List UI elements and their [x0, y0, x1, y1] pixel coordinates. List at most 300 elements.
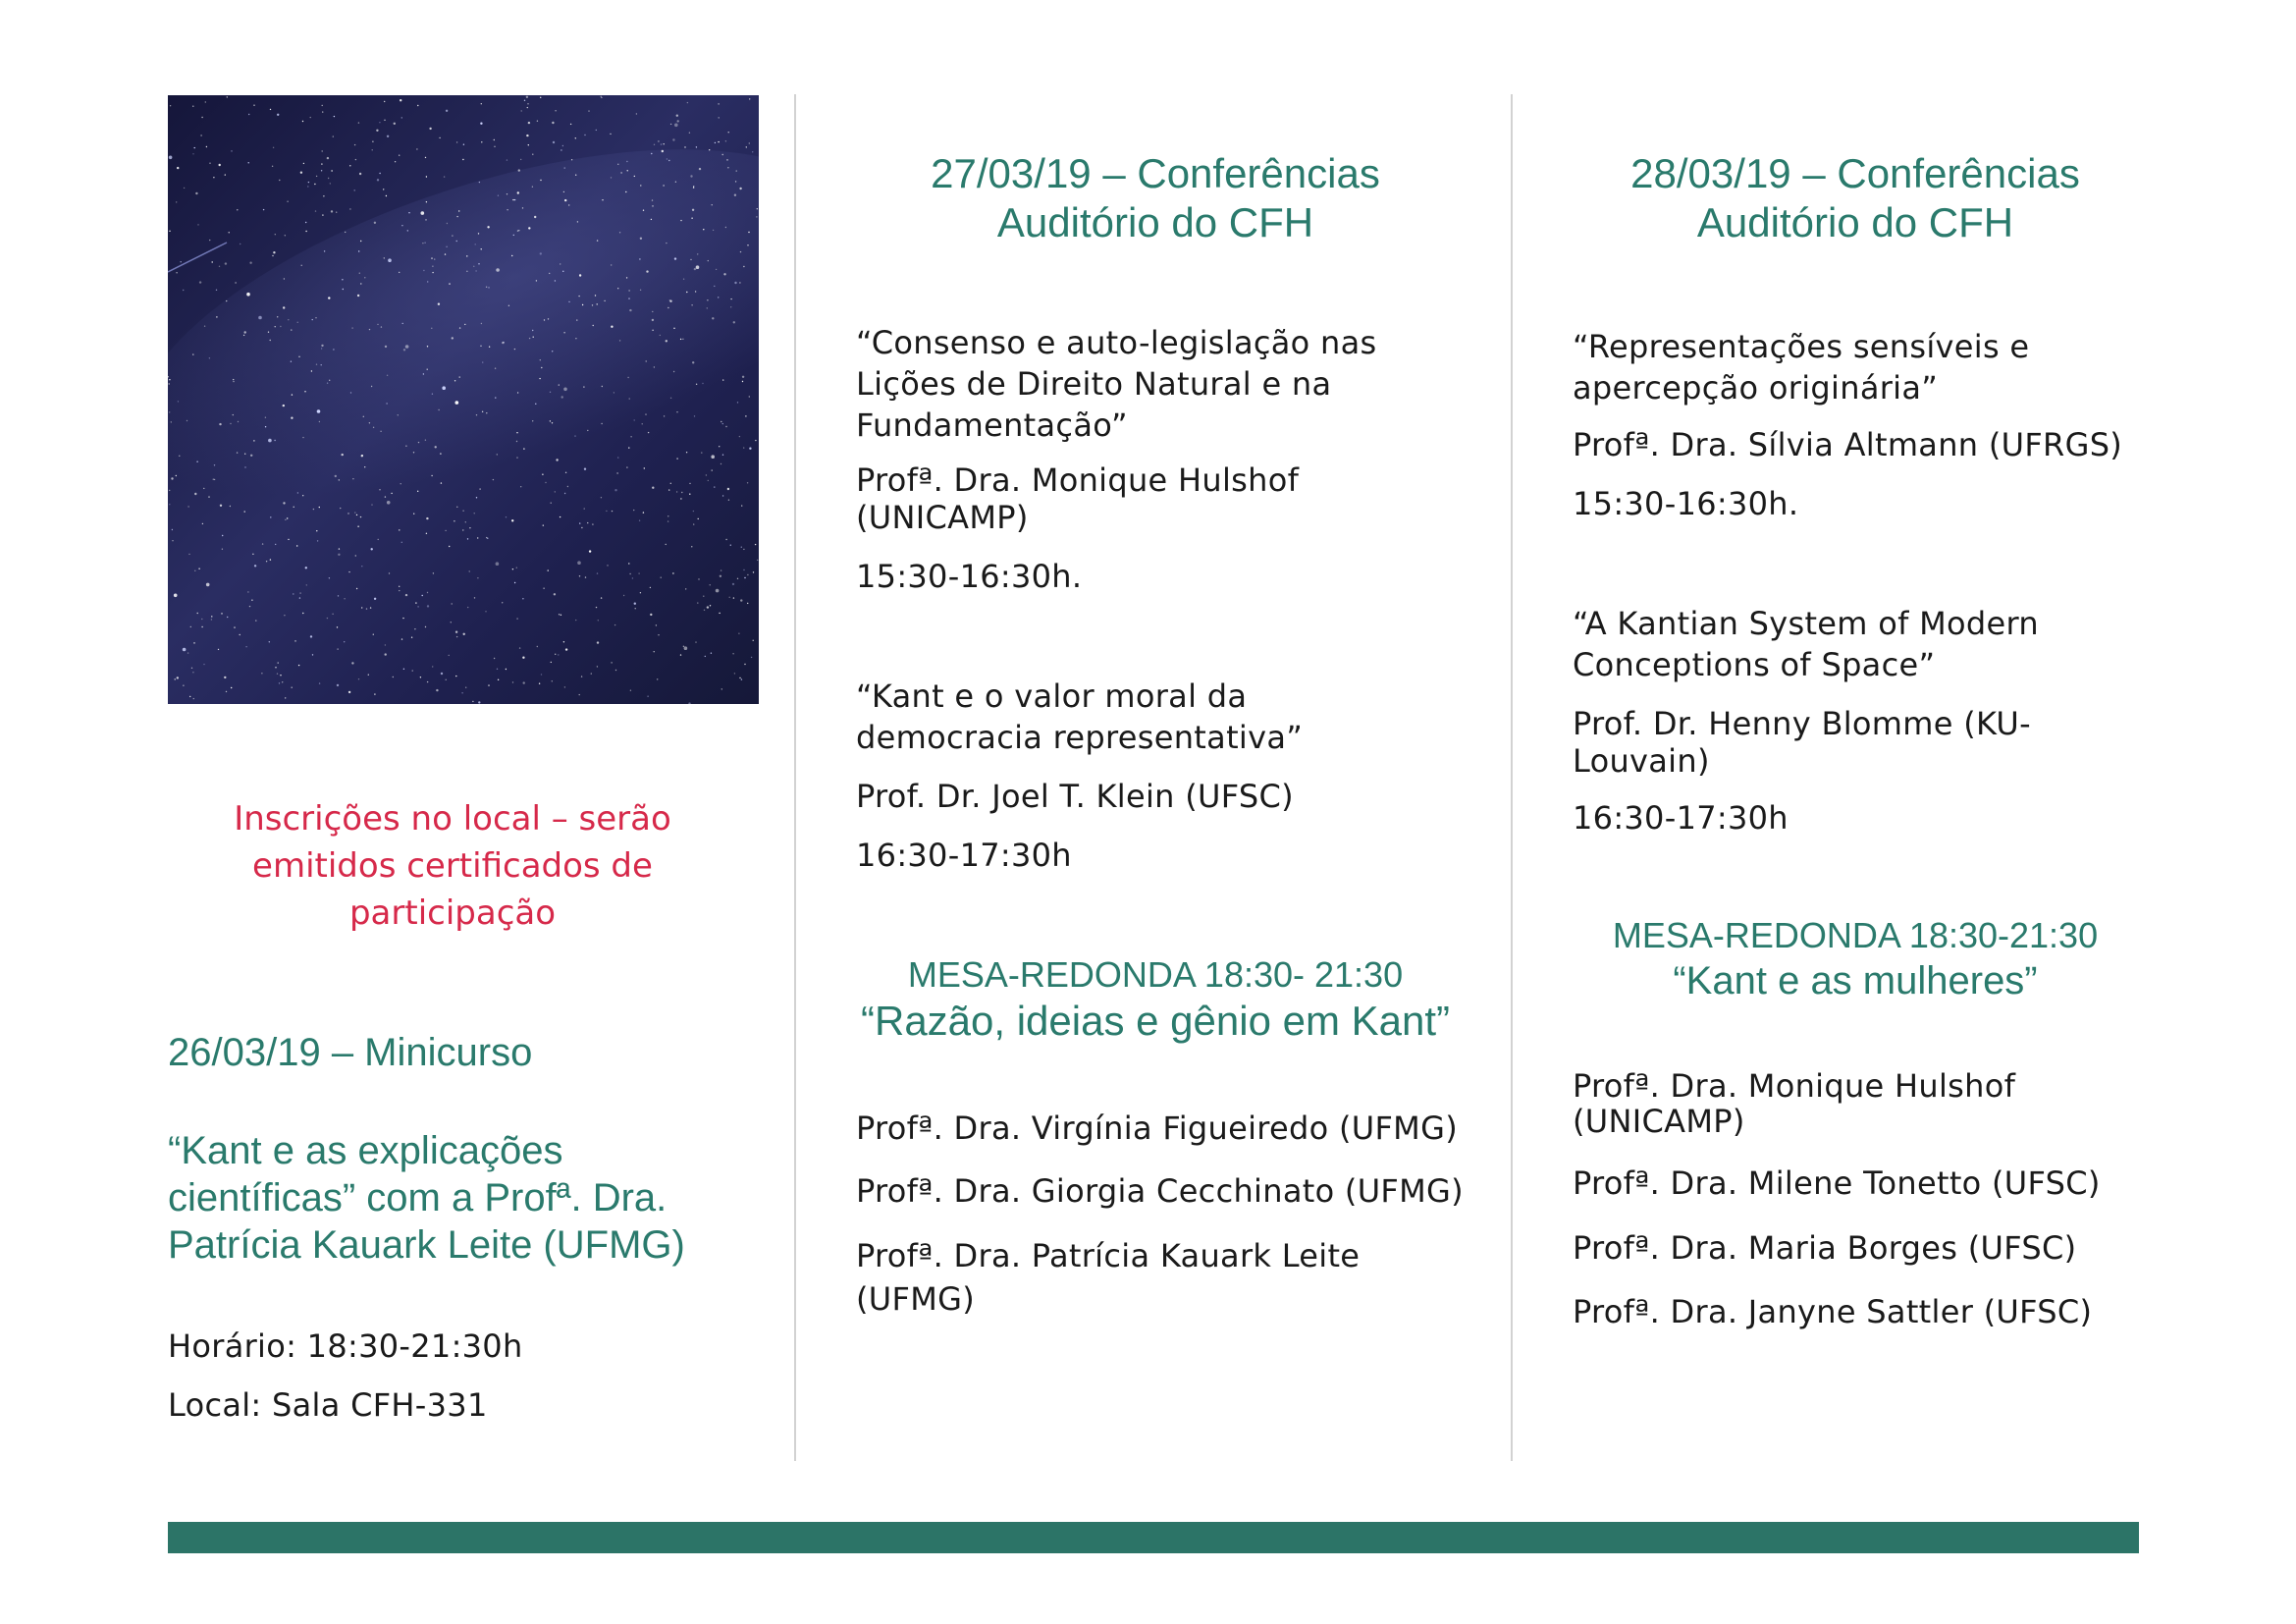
star	[238, 421, 239, 422]
star	[426, 533, 427, 534]
star	[514, 199, 515, 200]
star	[666, 340, 667, 342]
star	[689, 133, 690, 134]
star	[752, 151, 753, 152]
star	[564, 493, 565, 494]
star	[540, 359, 541, 360]
star	[476, 497, 477, 498]
star	[324, 250, 325, 251]
star	[261, 673, 262, 674]
star	[739, 677, 740, 678]
star	[516, 432, 517, 433]
star	[570, 124, 571, 125]
star	[617, 288, 618, 289]
star	[479, 488, 480, 489]
star	[322, 150, 323, 151]
star	[358, 678, 359, 679]
star	[640, 238, 642, 240]
star	[485, 611, 486, 612]
star	[687, 102, 688, 103]
star	[337, 684, 339, 686]
day3-talk2-time: 16:30-17:30h	[1573, 799, 1789, 837]
star	[545, 482, 546, 483]
star	[587, 430, 588, 431]
star	[743, 266, 744, 267]
star	[689, 494, 690, 495]
star	[703, 596, 704, 597]
star	[734, 673, 735, 674]
day3-panelist: Profª. Dra. Monique Hulshof	[1573, 1067, 2016, 1105]
star	[169, 156, 173, 160]
star	[642, 423, 643, 424]
star	[596, 130, 597, 131]
column-divider	[794, 94, 796, 1461]
star	[417, 105, 418, 106]
star	[694, 268, 696, 270]
star	[172, 540, 173, 541]
star	[179, 456, 180, 457]
star	[730, 545, 731, 546]
star	[206, 583, 210, 587]
star	[449, 655, 450, 656]
star	[184, 188, 185, 189]
star	[742, 376, 744, 378]
star	[329, 577, 330, 578]
star	[575, 175, 576, 176]
star	[654, 651, 655, 652]
star	[308, 182, 309, 183]
star	[493, 479, 494, 480]
star	[359, 173, 361, 175]
star	[183, 290, 184, 291]
star	[311, 370, 312, 371]
star	[560, 263, 561, 264]
star	[455, 401, 459, 405]
star	[716, 269, 717, 270]
star	[522, 657, 524, 659]
star	[670, 483, 671, 484]
star	[664, 415, 665, 416]
star	[720, 575, 721, 577]
star	[214, 479, 215, 480]
star	[753, 640, 754, 641]
star	[248, 114, 249, 115]
star	[686, 452, 687, 453]
star	[630, 690, 631, 691]
star	[747, 603, 748, 604]
star	[233, 379, 234, 380]
star	[716, 589, 720, 593]
star	[302, 121, 303, 122]
star	[360, 283, 361, 284]
star	[226, 300, 227, 301]
star	[253, 105, 254, 106]
star	[672, 138, 674, 140]
star	[634, 603, 636, 605]
star	[177, 167, 179, 169]
star	[391, 493, 392, 494]
star	[628, 563, 629, 564]
star	[568, 301, 569, 302]
star	[527, 107, 528, 108]
star	[727, 167, 728, 168]
star	[722, 154, 723, 155]
star	[199, 281, 201, 283]
star	[495, 397, 496, 398]
star	[183, 685, 184, 686]
star	[285, 235, 286, 236]
star	[732, 583, 734, 585]
star	[198, 568, 199, 569]
minicurso-heading: 26/03/19 – Minicurso	[168, 1031, 533, 1074]
star	[433, 572, 434, 573]
star	[219, 423, 221, 425]
star	[435, 446, 437, 448]
star	[195, 192, 197, 194]
star	[575, 620, 576, 621]
star	[275, 667, 276, 668]
star	[287, 517, 288, 518]
star	[601, 96, 602, 97]
star	[690, 175, 692, 177]
star	[357, 295, 359, 297]
star	[747, 482, 748, 483]
star	[422, 595, 423, 596]
star	[619, 232, 620, 233]
star	[423, 270, 424, 271]
star	[701, 452, 702, 453]
star	[463, 144, 464, 145]
star	[734, 194, 736, 196]
star	[629, 398, 630, 399]
star	[222, 549, 223, 550]
star	[723, 273, 725, 275]
star	[486, 412, 487, 413]
star	[417, 491, 418, 492]
star	[263, 209, 264, 210]
star	[306, 584, 307, 585]
star	[623, 595, 624, 596]
star	[674, 257, 676, 259]
star	[317, 409, 321, 413]
star	[219, 266, 220, 267]
star	[464, 324, 465, 325]
star	[211, 616, 212, 617]
star	[691, 546, 692, 547]
star	[756, 216, 757, 217]
star	[748, 232, 749, 233]
star	[710, 605, 711, 606]
star	[373, 427, 374, 428]
star	[564, 199, 566, 201]
star	[704, 610, 705, 611]
star	[523, 448, 524, 449]
star	[307, 186, 308, 187]
star	[626, 277, 627, 278]
star	[567, 486, 568, 487]
star	[632, 577, 633, 578]
star	[399, 586, 400, 587]
star	[710, 584, 711, 585]
star	[465, 687, 466, 688]
star	[427, 369, 428, 370]
star	[400, 99, 401, 101]
star	[190, 626, 191, 627]
star	[297, 492, 298, 493]
star	[349, 208, 350, 209]
star	[680, 220, 681, 221]
star	[456, 636, 457, 637]
star	[476, 414, 477, 415]
star	[683, 646, 684, 647]
star	[427, 346, 428, 347]
star	[480, 123, 482, 125]
star	[549, 273, 550, 274]
star	[194, 147, 195, 148]
star	[640, 592, 641, 593]
star	[661, 577, 662, 578]
talk-title-line: democracia representativa”	[856, 719, 1304, 756]
star	[298, 356, 299, 357]
star	[465, 521, 466, 522]
star	[291, 329, 292, 330]
star	[741, 678, 742, 679]
star	[345, 232, 346, 233]
star	[469, 527, 470, 528]
star	[431, 328, 432, 329]
star	[657, 678, 658, 679]
star	[305, 222, 306, 223]
star	[171, 477, 173, 479]
star	[266, 561, 267, 562]
star	[213, 177, 214, 178]
day3-mesa-title: “Kant e as mulheres”	[1673, 959, 2038, 1002]
star	[211, 619, 212, 620]
star	[511, 255, 512, 256]
star	[662, 150, 664, 152]
star	[684, 146, 685, 147]
star	[639, 258, 640, 259]
star	[188, 554, 189, 555]
star	[514, 582, 515, 583]
star	[285, 697, 286, 698]
star	[385, 346, 387, 348]
starry-sky-image	[168, 95, 759, 704]
star	[175, 678, 176, 679]
star	[532, 154, 533, 155]
star	[374, 222, 376, 224]
registration-notice	[168, 795, 737, 937]
star	[366, 608, 367, 609]
star	[660, 335, 661, 336]
star	[277, 114, 279, 116]
star	[749, 396, 750, 397]
star	[202, 523, 203, 524]
star	[251, 600, 252, 601]
star	[231, 687, 232, 688]
star	[542, 474, 543, 475]
star	[728, 500, 729, 501]
star	[361, 455, 363, 457]
star	[237, 209, 238, 210]
star	[425, 626, 426, 627]
star	[596, 607, 597, 608]
star	[526, 135, 528, 136]
star	[612, 511, 613, 512]
star	[575, 137, 576, 138]
star	[703, 229, 704, 230]
star	[216, 316, 217, 317]
star	[506, 669, 507, 670]
star	[617, 457, 618, 458]
star	[673, 371, 674, 372]
star	[291, 361, 292, 362]
star	[368, 675, 369, 676]
star	[302, 495, 303, 496]
star	[755, 544, 756, 545]
star	[385, 653, 387, 655]
star	[371, 504, 372, 505]
star	[673, 328, 674, 329]
star	[693, 511, 694, 512]
star	[197, 224, 198, 225]
star	[269, 641, 270, 642]
star	[427, 281, 428, 282]
star	[265, 426, 266, 427]
star	[563, 641, 564, 642]
star	[425, 440, 426, 441]
star	[176, 201, 177, 202]
star	[169, 383, 170, 384]
star	[512, 199, 513, 200]
star	[456, 216, 457, 217]
star	[293, 593, 294, 594]
star	[650, 614, 652, 616]
star	[322, 105, 323, 106]
star	[725, 539, 726, 540]
star	[187, 652, 188, 653]
star	[629, 309, 631, 311]
star	[431, 475, 432, 476]
star	[169, 379, 170, 380]
star	[439, 137, 440, 138]
star	[342, 279, 343, 280]
star	[438, 303, 440, 305]
minicurso-horario: Horário: 18:30-21:30h	[168, 1327, 523, 1365]
star	[302, 613, 303, 614]
star	[249, 606, 250, 607]
star	[680, 654, 681, 655]
star	[284, 615, 285, 616]
star	[712, 317, 714, 319]
star	[319, 507, 320, 508]
star	[597, 666, 598, 667]
star	[482, 361, 483, 362]
star	[593, 325, 594, 326]
star	[617, 164, 618, 165]
star	[304, 391, 305, 392]
star	[369, 329, 370, 330]
star	[643, 210, 644, 211]
star	[528, 227, 530, 229]
star	[344, 641, 345, 642]
star	[201, 626, 202, 627]
day3-panelist: Profª. Dra. Milene Tonetto (UFSC)	[1573, 1164, 2101, 1202]
star	[270, 559, 271, 560]
registration-line: Inscrições no local – serão	[234, 799, 671, 839]
star	[227, 96, 228, 97]
star	[742, 381, 743, 382]
star	[486, 537, 487, 538]
star	[335, 475, 337, 477]
star	[477, 537, 478, 538]
star	[745, 415, 746, 416]
star	[331, 170, 332, 171]
star	[743, 447, 744, 448]
star	[693, 187, 694, 188]
star	[597, 303, 598, 304]
star	[743, 549, 744, 550]
star	[628, 447, 629, 448]
star	[635, 608, 636, 609]
star	[544, 319, 545, 320]
star	[302, 437, 303, 438]
star	[452, 337, 454, 339]
star	[171, 421, 172, 422]
star	[274, 440, 275, 441]
star	[401, 225, 402, 226]
star	[273, 251, 275, 253]
star	[322, 111, 323, 112]
star	[736, 170, 737, 171]
star	[176, 272, 177, 273]
star	[743, 569, 744, 570]
star	[480, 346, 481, 347]
star	[279, 180, 280, 181]
star	[321, 348, 322, 349]
speaker-line: Prof. Dr. Henny Blomme (KU-	[1573, 705, 2031, 742]
star	[244, 454, 245, 455]
star	[321, 163, 322, 164]
star	[315, 317, 316, 318]
day3-heading	[1536, 149, 2174, 247]
star	[744, 664, 745, 665]
star	[652, 330, 653, 331]
star	[351, 327, 352, 328]
star	[592, 304, 593, 305]
star	[579, 522, 580, 523]
star	[554, 593, 556, 595]
star	[461, 692, 462, 693]
star	[540, 180, 541, 181]
star	[291, 417, 293, 419]
star	[272, 255, 273, 256]
star	[284, 278, 285, 279]
day2-mesa-heading: MESA-REDONDA 18:30- 21:30	[907, 954, 1404, 995]
star	[729, 597, 730, 598]
star	[528, 144, 529, 145]
star	[191, 668, 192, 669]
star	[636, 113, 637, 114]
star	[447, 223, 448, 224]
star	[364, 277, 365, 278]
star	[379, 489, 380, 490]
star	[427, 605, 429, 607]
star	[268, 332, 269, 333]
star	[280, 326, 281, 327]
star	[676, 411, 677, 412]
star	[401, 638, 402, 639]
